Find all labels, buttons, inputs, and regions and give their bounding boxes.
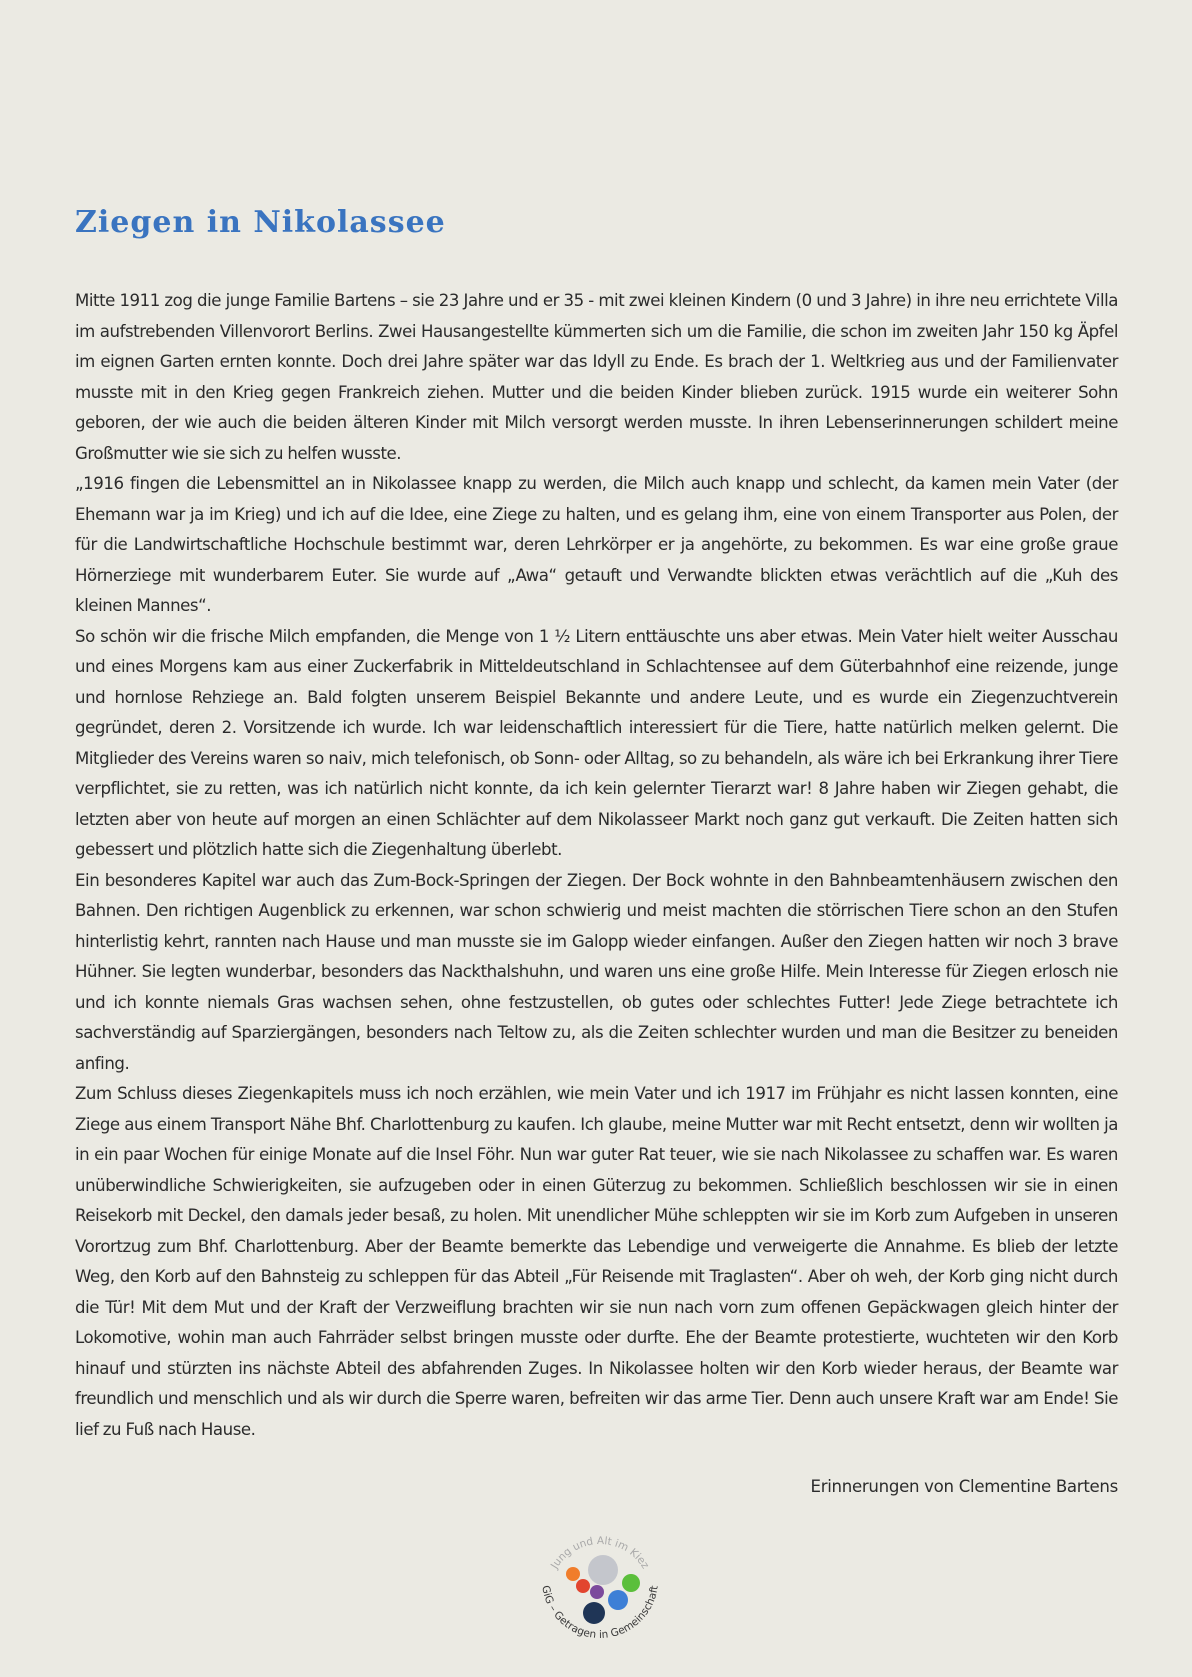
logo-circle-green bbox=[622, 1574, 640, 1592]
article-body bbox=[75, 286, 1118, 1445]
logo-circle-red bbox=[576, 1579, 590, 1593]
logo-bottom-text: GiG – Getragen in Gemeinschaft bbox=[539, 1584, 661, 1642]
logo-circle-grey bbox=[588, 1555, 618, 1585]
paragraph: „1916 fingen die Lebensmittel an in Nikolassee knapp zu werden, die Milch auch knapp und schlecht, da kamen mein Vater (der Ehemann war ja im Krieg) und ich auf die Idee, eine Ziege zu halten, und es gelang ihm, eine von einem Transporter aus Polen, der für die Landwirtschaftliche Hochschule bestimmt war, deren Lehrkörper er ja angehörte, zu bekommen. Es war eine große graue Hörnerziege mit wunderbarem Euter. Sie wurde auf „Awa“ getauft und Verwandte blickten etwas verächtlich auf die „Kuh des kleinen Mannes“. bbox=[75, 474, 1118, 615]
paragraph: Zum Schluss dieses Ziegenkapitels muss ich noch erzählen, wie mein Vater und ich 1917 im Frühjahr es nicht lassen konnten, eine Ziege aus einem Transport Nähe Bhf. Charlottenburg zu kaufen. Ich glaube, meine Mutter war mit Recht entsetzt, denn wir wollten ja in ein paar Wochen für einige Monate auf die Insel Föhr. Nun war guter Rat teuer, wie sie nach Nikolassee zu schaffen war. Es waren unüberwindliche Schwierigkeiten, sie aufzugeben oder in einen Güterzug zu bekommen. Schließlich beschlossen wir sie in einen Reisekorb mit Deckel, den damals jeder besaß, zu holen. Mit unendlicher Mühe schleppten wir sie im Korb zum Aufgeben in unseren Vorortzug zum Bhf. Charlottenburg. Aber der Beamte bemerkte das Lebendige und verweigerte die Annahme. Es blieb der letzte Weg, den Korb auf den Bahnsteig zu schleppen für das Abteil „Für Reisende mit Traglasten“. Aber oh weh, der Korb ging nicht durch die Tür! Mit dem Mut und der Kraft der Verzweiflung brachten wir sie nun nach vorn zum offenen Gepäckwagen gleich hinter der Lokomotive, wohin man auch Fahrräder selbst bringen musste oder durfte. Ehe der Beamte protestierte, wuchteten wir den Korb hinauf und stürzten ins nächste Abteil des abfahrenden Zuges. In Nikolassee holten wir den Korb wieder heraus, der Beamte war freundlich und menschlich und als wir durch die Sperre waren, befreiten wir das arme Tier. Denn auch unsere Kraft war am Ende! Sie lief zu Fuß nach Hause. bbox=[75, 1084, 1118, 1439]
logo-circle-orange bbox=[566, 1567, 580, 1581]
logo-circle-blue bbox=[608, 1590, 628, 1610]
logo-circle-navy bbox=[583, 1602, 605, 1624]
article-title: Ziegen in Nikolassee bbox=[75, 205, 446, 240]
paragraph: Ein besonderes Kapitel war auch das Zum-Bock-Springen der Ziegen. Der Bock wohnte in den Bahnbeamtenhäusern zwischen den Bahnen. Den richtigen Augenblick zu erkennen, war schon schwierig und meist machten die störrischen Tiere schon an den Stufen hinterlistig kehrt, rannten nach Hause und man musste sie im Galopp wieder einfangen. Außer den Ziegen hatten wir noch 3 brave Hühner. Sie legten wunderbar, besonders das Nackthalshuhn, und waren uns eine große Hilfe. Mein Interesse für Ziegen erlosch nie und ich konnte niemals Gras wachsen sehen, ohne festzustellen, ob gutes oder schlechtes Futter! Jede Ziege betrachtete ich sachverständig auf Sparziergängen, besonders nach Teltow zu, als die Zeiten schlechter wurden und man die Besitzer zu beneiden anfing. bbox=[75, 870, 1118, 1073]
document-page bbox=[75, 200, 1118, 1496]
logo-top-text: Jung und Alt im Kiez bbox=[548, 1534, 652, 1572]
article-credit: Erinnerungen von Clementine Bartens bbox=[810, 1477, 1118, 1496]
logo-circle-purple bbox=[590, 1585, 604, 1599]
gig-logo bbox=[530, 1530, 670, 1670]
paragraph: Mitte 1911 zog die junge Familie Bartens – sie 23 Jahre und er 35 - mit zwei kleinen Kindern (0 und 3 Jahre) in ihre neu errichtete Villa im aufstrebenden Villenvorort Berlins. Zwei Hausangestellte kümmerten sich um die Familie, die schon im zweiten Jahr 150 kg Äpfel im eignen Garten ernten konnte. Doch drei Jahre später war das Idyll zu Ende. Es brach der 1. Weltkrieg aus und der Familienvater musste mit in den Krieg gegen Frankreich ziehen. Mutter und die beiden Kinder blieben zurück. 1915 wurde ein weiterer Sohn geboren, der wie auch die beiden älteren Kinder mit Milch versorgt werden musste. In ihren Lebenserinnerungen schildert meine Großmutter wie sie sich zu helfen wusste. bbox=[75, 291, 1118, 463]
paragraph: So schön wir die frische Milch empfanden, die Menge von 1 ½ Litern enttäuschte uns aber etwas. Mein Vater hielt weiter Ausschau und eines Morgens kam aus einer Zuckerfabrik in Mitteldeutschland in Schlachtensee auf dem Güterbahnhof eine reizende, junge und hornlose Rehziege an. Bald folgten unserem Beispiel Bekannte und andere Leute, und es wurde ein Ziegenzuchtverein gegründet, deren 2. Vorsitzende ich wurde. Ich war leidenschaftlich interessiert für die Tiere, hatte natürlich melken gelernt. Die Mitglieder des Vereins waren so naiv, mich telefonisch, ob Sonn- oder Alltag, so zu behandeln, als wäre ich bei Erkrankung ihrer Tiere verpflichtet, sie zu retten, was ich natürlich nicht konnte, da ich kein gelernter Tierarzt war! 8 Jahre haben wir Ziegen gehabt, die letzten aber von heute auf morgen an einen Schlächter auf dem Nikolasseer Markt noch ganz gut verkauft. Die Zeiten hatten sich gebessert und plötzlich hatte sich die Ziegenhaltung überlebt. bbox=[75, 626, 1118, 859]
